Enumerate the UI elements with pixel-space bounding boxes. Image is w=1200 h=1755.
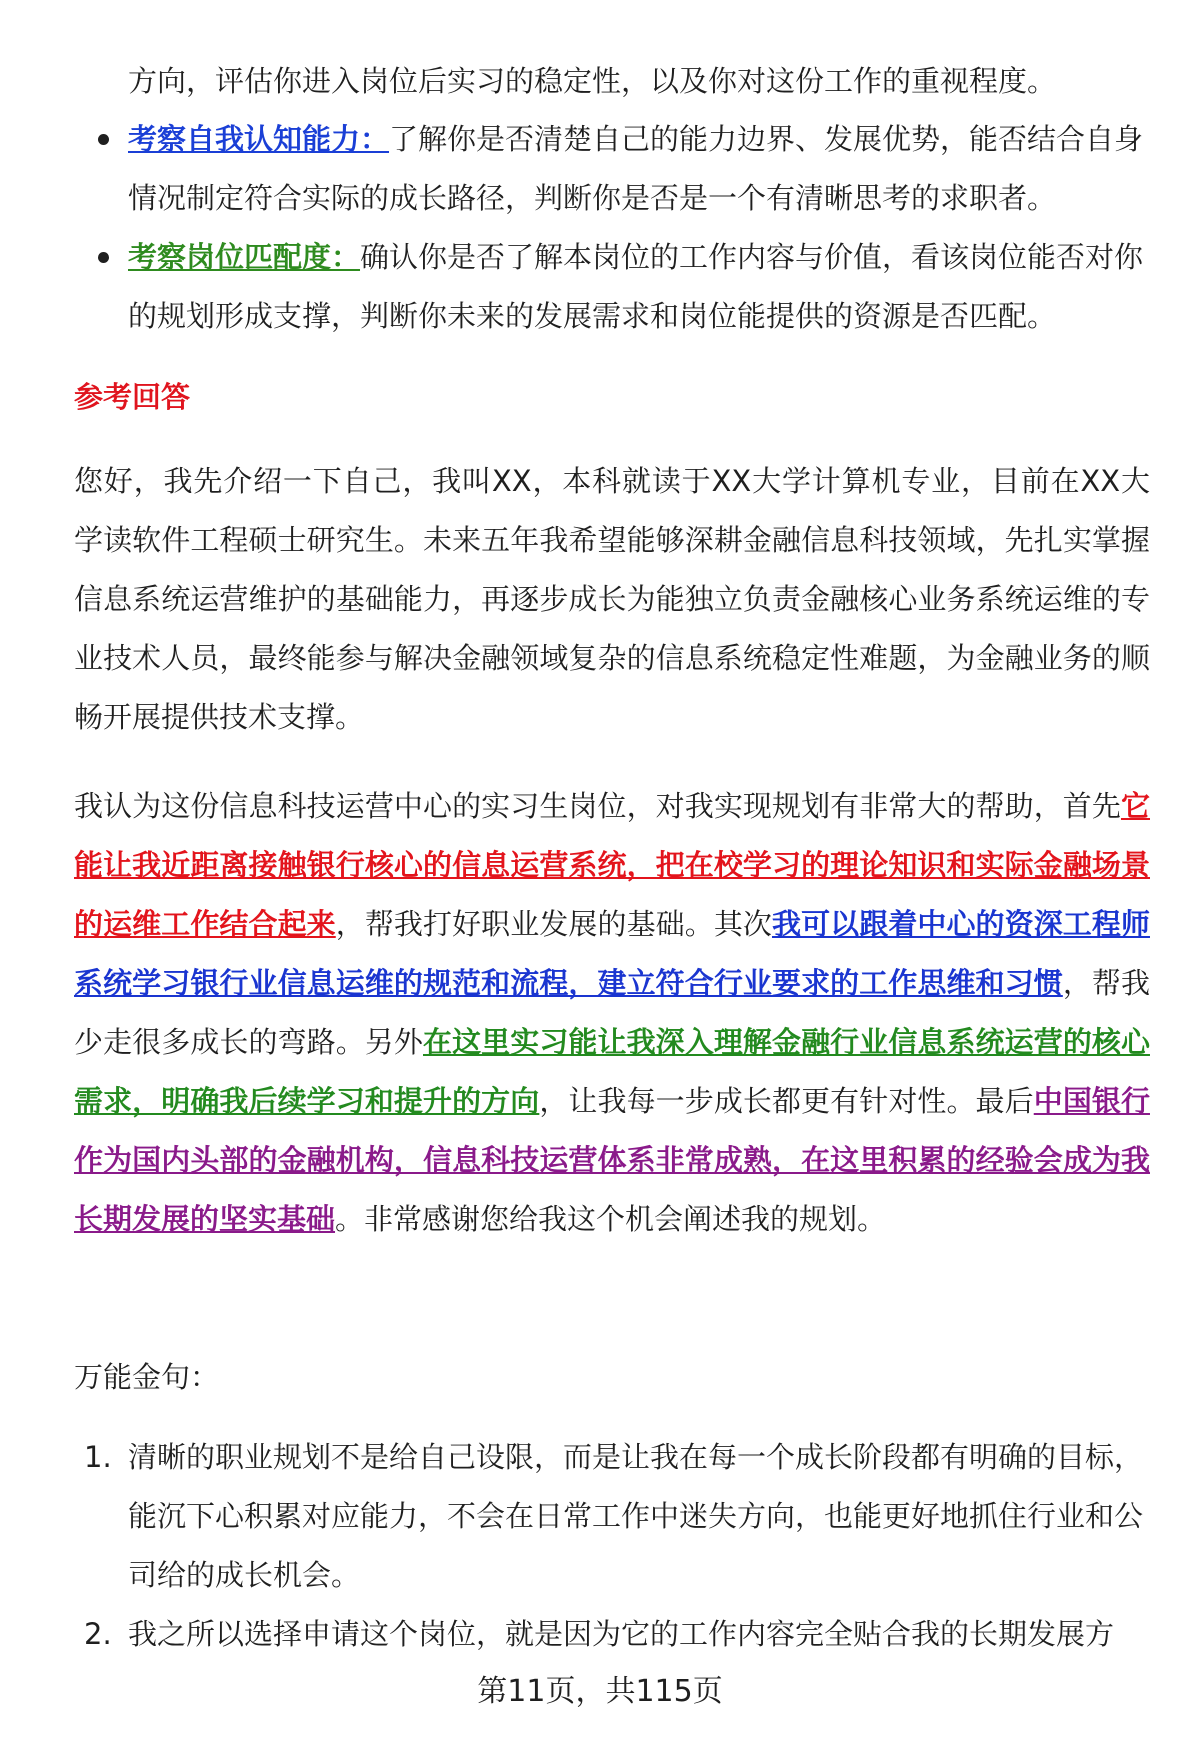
paragraph-text: ，帮我打好职业发展的基础。其次 [335, 907, 772, 941]
answer-paragraph-2 [74, 777, 1150, 1249]
bullet-keyword: 考察岗位匹配度： [128, 240, 361, 274]
numbered-list [0, 1428, 1200, 1664]
bullet-dot-icon [98, 134, 109, 145]
page-footer: 第11页，共115页 [477, 1674, 723, 1709]
bullet-text: 了解你是否清楚自己的能力边界、发展优势，能否结合自身情况制定符合实际的成长路径，判断你是否是一个有清晰思考的求职者。 [128, 122, 1144, 215]
bullet-item [0, 228, 1148, 346]
golden-sentences-heading: 万能金句： [74, 1360, 220, 1394]
continued-paragraph: 方向，评估你进入岗位后实习的稳定性，以及你对这份工作的重视程度。 [128, 64, 1057, 98]
bullet-item [0, 110, 1148, 228]
bullet-dot-icon [98, 252, 109, 263]
bullet-list [0, 110, 1200, 346]
list-text: 我之所以选择申请这个岗位，就是因为它的工作内容完全贴合我的长期发展方 [128, 1617, 1115, 1651]
list-item [0, 1428, 1148, 1605]
bullet-keyword: 考察自我认知能力： [128, 122, 390, 156]
list-item [0, 1605, 1148, 1664]
section-title: 参考回答 [74, 380, 191, 414]
highlight-blue: 我可以跟着中心的资深工程师系统学习银行业信息运维的规范和流程，建立符合行业要求的工作思维和习惯 [74, 907, 1150, 1000]
highlight-purple: 中国银行作为国内头部的金融机构，信息科技运营体系非常成熟，在这里积累的经验会成为我长期发展的坚实基础 [74, 1084, 1150, 1236]
list-number: 1. [84, 1440, 112, 1474]
paragraph-text: 。非常感谢您给我这个机会阐述我的规划。 [335, 1202, 887, 1236]
paragraph-text: 我认为这份信息科技运营中心的实习生岗位，对我实现规划有非常大的帮助，首先 [74, 789, 1121, 823]
list-text: 清晰的职业规划不是给自己设限，而是让我在每一个成长阶段都有明确的目标，能沉下心积累对应能力，不会在日常工作中迷失方向，也能更好地抓住行业和公司给的成长机会。 [128, 1440, 1144, 1592]
highlight-green: 在这里实习能让我深入理解金融行业信息系统运营的核心需求，明确我后续学习和提升的方向 [74, 1025, 1150, 1118]
answer-paragraph-1: 您好，我先介绍一下自己，我叫XX，本科就读于XX大学计算机专业，目前在XX大学读软件工程硕士研究生。未来五年我希望能够深耕金融信息科技领域，先扎实掌握信息系统运营维护的基础能力，再逐步成长为能独立负责金融核心业务系统运维的专业技术人员，最终能参与解决金融领域复杂的信息系统稳定性难题，为金融业务的顺畅开展提供技术支撑。 [74, 464, 1150, 734]
list-number: 2. [84, 1617, 112, 1651]
paragraph-text: ，让我每一步成长都更有针对性。最后 [539, 1084, 1034, 1118]
bullet-text: 确认你是否了解本岗位的工作内容与价值，看该岗位能否对你的规划形成支撑，判断你未来的发展需求和岗位能提供的资源是否匹配。 [128, 240, 1144, 333]
paragraph-text: ，帮我少走很多成长的弯路。另外 [74, 966, 1150, 1059]
highlight-red: 它能让我近距离接触银行核心的信息运营系统，把在校学习的理论知识和实际金融场景的运维工作结合起来 [74, 789, 1150, 941]
